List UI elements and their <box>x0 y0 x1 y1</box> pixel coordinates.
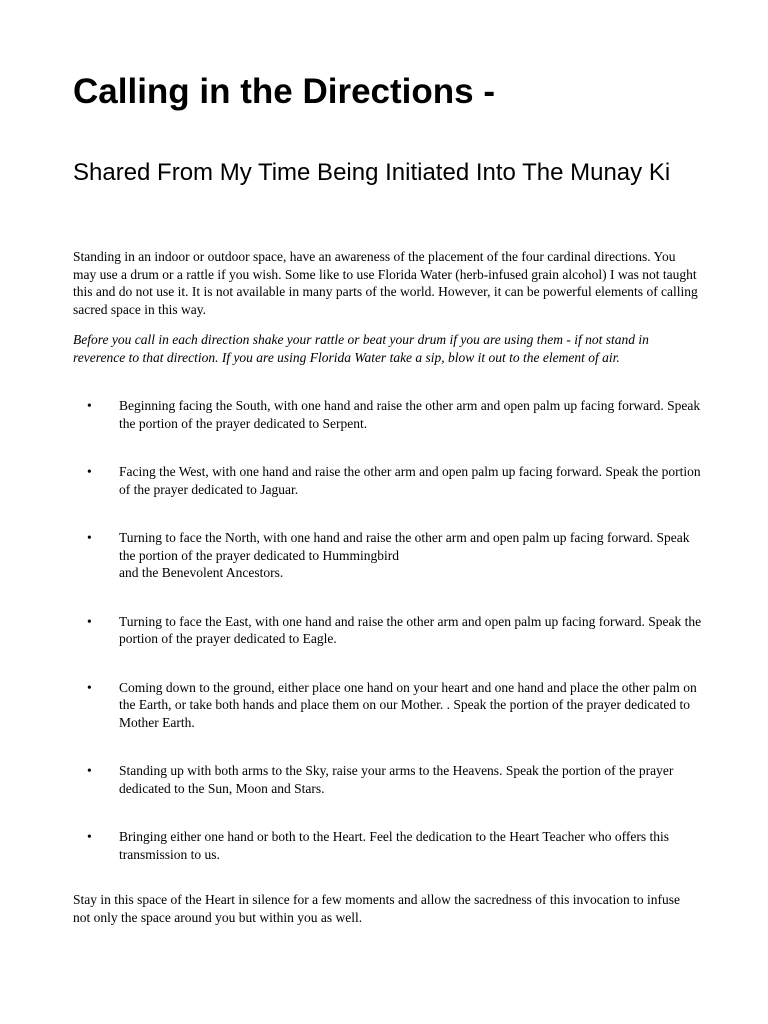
list-item-earth <box>73 679 703 732</box>
list-item-east <box>73 613 703 648</box>
bullet-marker: • <box>87 530 92 545</box>
page-title: Calling in the Directions - <box>73 72 495 111</box>
bullet-marker: • <box>87 679 92 695</box>
bullet-marker: • <box>87 829 92 844</box>
instruction-paragraph: Before you call in each direction shake your rattle or beat your drum if you are using them - if not stand in reverence to that direction. If you are using Florida Water take a sip, blow it out to the element of air. <box>73 332 649 365</box>
list-item-sky <box>73 762 703 797</box>
bullet-marker: • <box>87 763 92 778</box>
list-item-south <box>73 397 703 432</box>
list-item-text: Turning to face the East, with one hand and raise the other arm and open palm up facing forward. Speak the portion of the prayer dedicated to Eagle. <box>119 613 702 646</box>
list-item-text: Beginning facing the South, with one hand and raise the other arm and open palm up facing forward. Speak the portion of the prayer dedicated to Serpent. <box>119 398 701 431</box>
bullet-marker: • <box>87 613 92 629</box>
list-item-west <box>73 463 703 498</box>
page-subtitle: Shared From My Time Being Initiated Into The Munay Ki <box>73 159 671 186</box>
intro-paragraph: Standing in an indoor or outdoor space, have an awareness of the placement of the four cardinal directions. You may use a drum or a rattle if you wish. Some like to use Florida Water (herb-infused grain alcohol) I was not taught this and do not use it. It is not available in many parts of the world. However, it can be powerful elements of calling sacred space in this way. <box>73 249 698 317</box>
list-item-text: Coming down to the ground, either place one hand on your heart and one hand and place the other palm on the Earth, or take both hands and place them on our Mother. . Speak the portion of the prayer dedicated to Mother Earth. <box>119 679 697 730</box>
list-item-heart <box>73 828 703 863</box>
closing-paragraph: Stay in this space of the Heart in silence for a few moments and allow the sacredness of this invocation to infuse not only the space around you but within you as well. <box>73 892 680 925</box>
list-item-text: Standing up with both arms to the Sky, raise your arms to the Heavens. Speak the portion of the prayer dedicated to the Sun, Moon and Stars. <box>119 763 674 796</box>
list-item-text: Bringing either one hand or both to the Heart. Feel the dedication to the Heart Teacher who offers this transmission to us. <box>119 829 670 862</box>
list-item-text-continued: and the Benevolent Ancestors. <box>119 565 284 580</box>
bullet-marker: • <box>87 464 92 479</box>
list-item-north <box>73 529 703 582</box>
steps-list <box>73 397 703 863</box>
bullet-marker: • <box>87 398 92 413</box>
list-item-text: Facing the West, with one hand and raise the other arm and open palm up facing forward. Speak the portion of the prayer dedicated to Jaguar. <box>119 464 701 497</box>
list-item-text: Turning to face the North, with one hand and raise the other arm and open palm up facing forward. Speak the portion of the prayer dedicated to Hummingbird <box>119 530 690 563</box>
